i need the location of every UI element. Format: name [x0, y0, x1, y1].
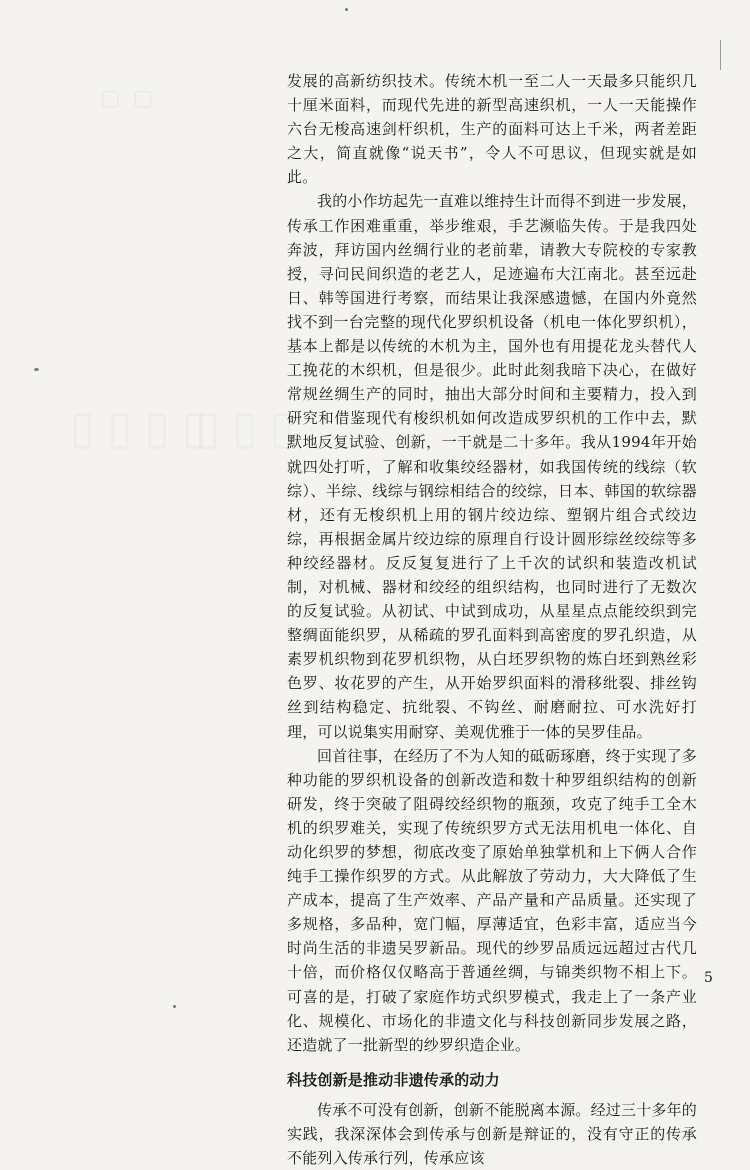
- body-paragraph: 传承不可没有创新，创新不能脱离本源。经过三十多年的实践，我深深体会到传承与创新是辩证的，没有守正的传承不能列入传承行列，传承应该: [287, 1100, 698, 1168]
- speck: [34, 368, 39, 371]
- bleed-through-mark: ▯▯▯: [195, 400, 307, 454]
- bleed-through-mark: ▯▯▯▯: [70, 400, 220, 454]
- bleed-through-mark: ▢▢: [100, 85, 166, 111]
- speck: [345, 8, 348, 11]
- section-heading: 科技创新是推动非遗传承的动力: [287, 1070, 500, 1089]
- speck: [173, 1005, 176, 1008]
- page-number: 5: [704, 970, 713, 986]
- body-text-column: [287, 69, 697, 1170]
- body-paragraph: 我的小作坊起先一直难以维持生计而得不到进一步发展，传承工作困难重重，举步维艰，手艺濒临失传。于是我四处奔波，拜访国内丝绸行业的老前辈，请教大专院校的专家教授，寻问民间织造的老艺人，足迹遍布大江南北。甚至远赴日、韩等国进行考察，而结果让我深感遗憾，在国内外竟然找不到一台完整的现代化罗织机设备（机电一体化罗织机），基本上都是以传统的木机为主，国外也有用提花龙头替代人工挽花的木织机，但是很少。此时此刻我暗下决心，在做好常规丝绸生产的同时，抽出大部分时间和主要精力，投入到研究和借鉴现代有梭织机如何改造成罗织机的工作中去，默默地反复试验、创新，一干就是二十多年。我从1994年开始就四处打听，了解和收集绞经器材，如我国传统的线综（软综）、半综、线综与钢综相结合的绞综，日本、韩国的软综器材，还有无梭织机上用的钢片绞边综、塑钢片组合式绞边综，再根据金属片绞边综的原理自行设计圆形综丝绞综等多种绞经器材。反反复复进行了上千次的试织和装造改机试制，对机械、器材和绞经的组织结构，也同时进行了无数次的反复试验。从初试、中试到成功，从星星点点能绞织到完整绸面能织罗，从稀疏的罗孔面料到高密度的罗孔织造，从素罗机织物到花罗机织物，从白坯罗织物的炼白坯到熟丝彩色罗、妆花罗的产生，从开始罗织面料的滑移纰裂、排丝钩丝到结构稳定、抗纰裂、不钩丝、耐磨耐拉、可水洗好打理，可以说集实用耐穿、美观优雅于一体的吴罗佳品。: [287, 192, 698, 741]
- body-paragraph: 发展的高新纺织技术。传统木机一至二人一天最多只能织几十厘米面料，而现代先进的新型高速织机，一人一天能操作六台无梭高速剑杆织机，生产的面料可达上千米，两者差距之大，简直就像“说天书”，令人不可思议，但现实就是如此。: [287, 72, 697, 187]
- body-paragraph: 回首往事，在经历了不为人知的砥砺琢磨，终于实现了多种功能的罗织机设备的创新改造和数十种罗组织结构的创新研发，终于突破了阻碍绞经织物的瓶颈，攻克了纯手工全木机的织罗难关，实现了传统织罗方式无法用机电一体化、自动化织罗的梦想，彻底改变了原始单独掌机和上下俩人合作纯手工操作织罗的方式。从此解放了劳动力，大大降低了生产成本，提高了生产效率、产品产量和产品质量。还实现了多规格，多品种，宽门幅，厚薄适宜，色彩丰富，适应当今时尚生活的非遗吴罗新品。现代的纱罗品质远远超过古代几十倍，而价格仅仅略高于普通丝绸，与锦类织物不相上下。可喜的是，打破了家庭作坊式织罗模式，我走上了一条产业化、规模化、市场化的非遗文化与科技创新同步发展之路，还造就了一批新型的纱罗织造企业。: [287, 746, 698, 1054]
- page-edge-mark: [720, 40, 721, 70]
